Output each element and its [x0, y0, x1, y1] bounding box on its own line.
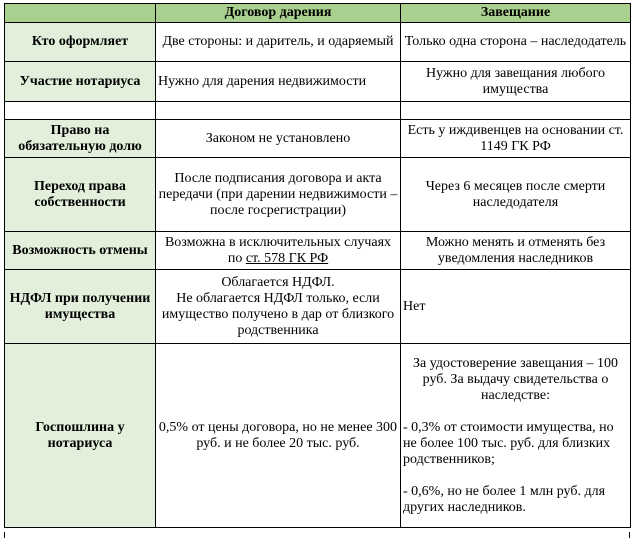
gift-revoke-text: Возможна в исключительных случаях по: [164, 234, 392, 266]
table-row: [5, 344, 631, 528]
spacer-row: [5, 102, 631, 120]
row-label-revoke: Возможность отмены: [5, 232, 156, 270]
gift-share: Законом не установлено: [156, 120, 401, 158]
will-fee-intro: За удостоверение завещания – 100 руб. За выдачу свидетельства о наследстве:: [412, 355, 619, 403]
will-fee-close: - 0,3% от стоимости имущества, но не более 100 тыс. руб. для близких родственников;: [403, 419, 614, 467]
table-row: [5, 23, 631, 62]
will-fee-gap: [403, 404, 628, 420]
table-row: [5, 120, 631, 158]
table-row: [5, 62, 631, 102]
will-tax: Нет: [401, 270, 631, 344]
comparison-table: [4, 3, 631, 528]
article-578-link[interactable]: ст. 578 ГК РФ: [245, 250, 329, 266]
gift-tax: [156, 270, 401, 344]
gift-revoke: [156, 232, 401, 270]
header-gift: Договор дарения: [156, 4, 401, 23]
row-label-share: Право на обязательную долю: [5, 120, 156, 158]
gift-transfer: После подписания договора и акта передачи (при дарении недвижимости – после госрегистрации): [156, 158, 401, 232]
table-row: [5, 232, 631, 270]
gift-notary: Нужно для дарения недвижимости: [156, 62, 401, 102]
will-fee-other: - 0,6%, но не более 1 млн руб. для других наследников.: [403, 483, 606, 515]
gift-fee: 0,5% от цены договора, но не менее 300 руб. и не более 20 тыс. руб.: [156, 344, 401, 528]
will-who: Только одна сторона – наследодатель: [401, 23, 631, 62]
table-row: [5, 158, 631, 232]
row-label-transfer: Переход права собственности: [5, 158, 156, 232]
will-fee: [401, 344, 631, 528]
table-row: [5, 270, 631, 344]
spacer-cell: [156, 102, 401, 120]
row-label-tax: НДФЛ при получении имущества: [5, 270, 156, 344]
gift-tax-line1: Облагается НДФЛ.: [221, 274, 335, 290]
row-label-fee: Госпошлина у нотариуса: [5, 344, 156, 528]
table-continuation: [4, 532, 630, 538]
will-transfer: Через 6 месяцев после смерти наследодателя: [401, 158, 631, 232]
spacer-cell: [5, 102, 156, 120]
row-label-who: Кто оформляет: [5, 23, 156, 62]
corner-cell: [5, 4, 156, 23]
will-notary: Нужно для завещания любого имущества: [401, 62, 631, 102]
header-will: Завещание: [401, 4, 631, 23]
will-fee-gap: [403, 468, 628, 484]
row-label-notary: Участие нотариуса: [5, 62, 156, 102]
spacer-cell: [401, 102, 631, 120]
header-row: [5, 4, 631, 23]
gift-who: Две стороны: и даритель, и одаряемый: [156, 23, 401, 62]
will-revoke: Можно менять и отменять без уведомления наследников: [401, 232, 631, 270]
will-share: Есть у иждивенцев на основании ст. 1149 ГК РФ: [401, 120, 631, 158]
gift-tax-line2: Не облагается НДФЛ только, если имущество получено в дар от близкого родственника: [161, 290, 395, 338]
